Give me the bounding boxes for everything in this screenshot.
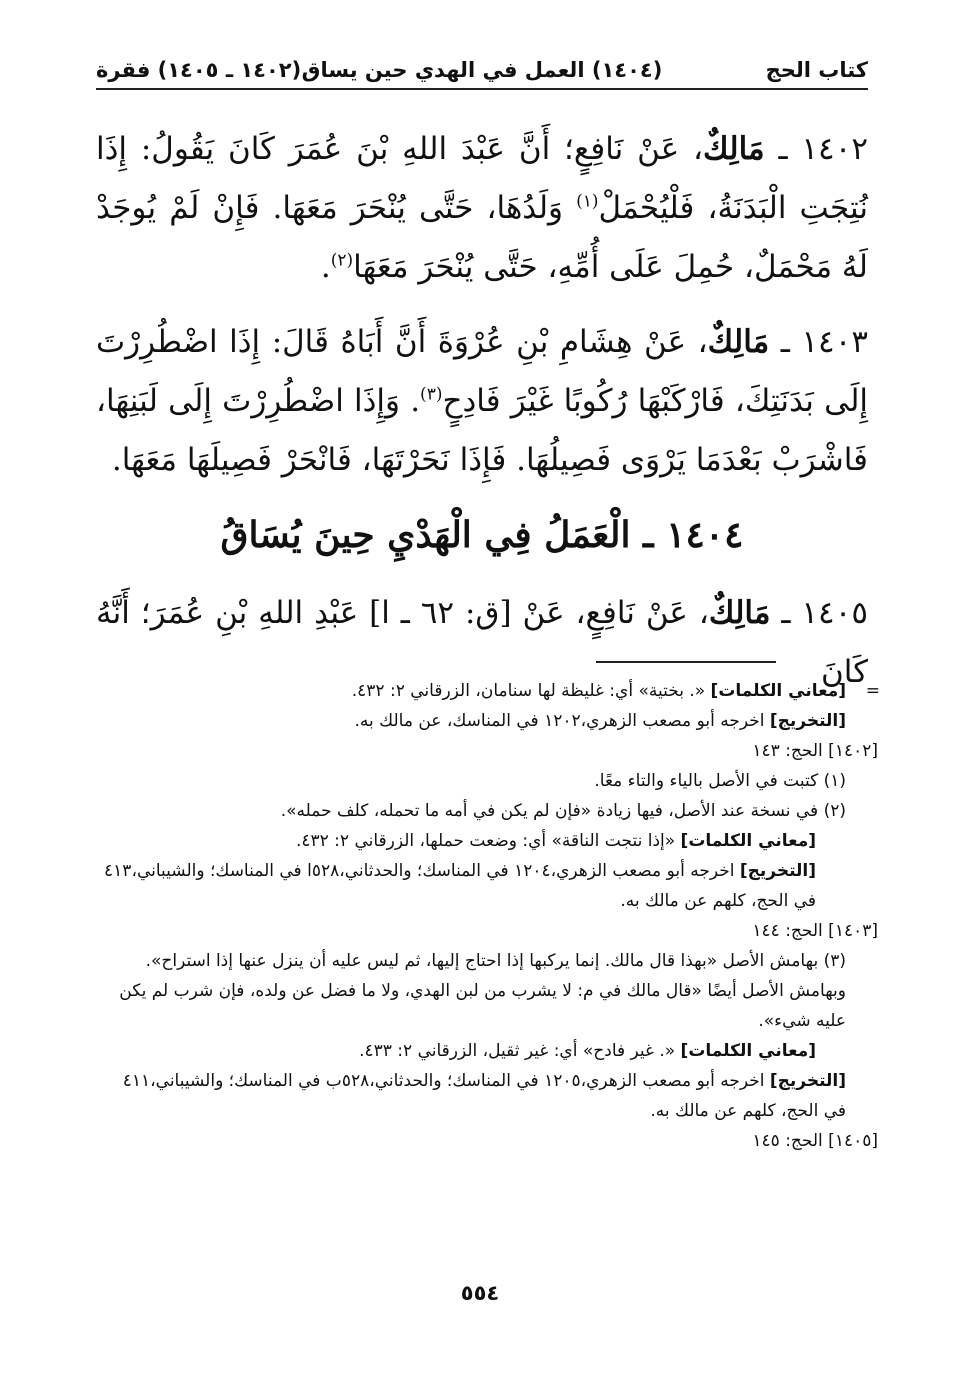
- note-label: [التخريج]: [739, 861, 816, 881]
- header-chapter-title: (١٤٠٤) العمل في الهدي حين يساق: [301, 58, 663, 82]
- note-line: [100, 676, 878, 706]
- note-line: [100, 856, 878, 916]
- note-label: [معاني الكلمات]: [680, 1041, 816, 1061]
- note-label: [معاني الكلمات]: [680, 831, 816, 851]
- running-header: [96, 58, 868, 90]
- header-book-title: كتاب الحج: [765, 58, 868, 82]
- note-line: [100, 706, 878, 736]
- footnote-2: (٢) في نسخة عند الأصل، فيها زيادة «فإن لم يكن في أمه ما تحمله، كلف حمله».: [280, 801, 846, 821]
- note-label: [التخريج]: [769, 1071, 846, 1091]
- hadith-text: ، عَنْ نَافِعٍ، عَنْ [ق: ٦٢ ـ ا] عَبْدِ اللهِ بْنِ عُمَرَ؛ أَنَّهُ كَانَ: [96, 595, 868, 690]
- note-text: «. بختية» أي: غليظة لها سنامان، الزرقاني ٢: ٤٣٢.: [351, 681, 711, 701]
- hadith-text: .: [320, 249, 331, 285]
- footnote-3: (٣) بهامش الأصل «بهذا قال مالك. إنما يركبها إذا احتاج إليها، ثم ليس عليه أن ينزل عنها إذا استراح».: [145, 951, 846, 971]
- hadith-number: ١٤٠٣ ـ: [780, 324, 869, 360]
- note-line: [100, 826, 878, 856]
- note-reference: [١٤٠٥] الحج: ١٤٥: [752, 1131, 878, 1151]
- hadith-text: . وَإِذَا اضْطُرِرْتَ إِلَى لَبَنِهَا، فَاشْرَبْ بَعْدَمَا يَرْوَى فَصِيلُهَا. فَإِذَا نَحَرْتَهَا، فَانْحَرْ فَصِيلَهَا مَعَهَا.: [96, 383, 868, 478]
- note-text: اخرجه أبو مصعب الزهري،١٢٠٤ في المناسك؛ والحدثاني،٥٢٨ا في المناسك؛ والشيباني،٤١٣ في الحج، كلهم عن مالك به.: [104, 861, 816, 911]
- hadith-number: ١٤٠٥ ـ: [781, 595, 869, 631]
- note-text: «. غير فادح» أي: غير ثقيل، الزرقاني ٢: ٤٣٣.: [359, 1041, 681, 1061]
- narrator-name: مَالِكٌ: [703, 131, 765, 167]
- hadith-1402: [96, 120, 868, 297]
- note-label: [التخريج]: [769, 711, 846, 731]
- narrator-name: مَالِكٌ: [707, 324, 770, 360]
- footnote-divider: [596, 661, 776, 663]
- hadith-text: ، عَنْ هِشَامِ بْنِ عُرْوَةَ أَنَّ أَبَاهُ قَالَ: إِذَا اضْطُرِرْتَ إِلَى بَدَنَتِكَ، فَارْكَبْهَا رُكُوبًا غَيْرَ فَادِحٍ: [96, 324, 868, 419]
- note-text: اخرجه أبو مصعب الزهري،١٢٠٥ في المناسك؛ والحدثاني،٥٢٨ب في المناسك؛ والشيباني،٤١١ في الحج، كلهم عن مالك به.: [122, 1071, 846, 1121]
- header-paragraph-range: (١٤٠٢ ـ ١٤٠٥) فقرة: [96, 58, 302, 82]
- hadith-number: ١٤٠٢ ـ: [778, 131, 868, 167]
- hadith-1403: [96, 313, 868, 490]
- main-text: [96, 120, 868, 718]
- note-line: [100, 1036, 878, 1066]
- narrator-name: مَالِكٌ: [708, 595, 771, 631]
- note-text: «إذا نتجت الناقة» أي: وضعت حملها، الزرقاني ٢: ٤٣٢.: [295, 831, 681, 851]
- footnotes: [100, 676, 878, 1156]
- continuation-marker: =: [865, 681, 880, 701]
- footnote-marker[interactable]: (١): [576, 191, 599, 212]
- page-number: ٥٥٤: [460, 1281, 500, 1305]
- footnote-1: (١) كتبت في الأصل بالياء والتاء معًا.: [594, 771, 846, 791]
- note-text: اخرجه أبو مصعب الزهري،١٢٠٢ في المناسك، عن مالك به.: [354, 711, 770, 731]
- section-heading: ١٤٠٤ ـ الْعَمَلُ فِي الْهَدْيِ حِينَ يُسَاقُ: [220, 514, 744, 556]
- footnote-marker[interactable]: (٣): [420, 384, 443, 405]
- hadith-text: وَلَدُهَا، حَتَّى يُنْحَرَ مَعَهَا. فَإِنْ لَمْ يُوجَدْ لَهُ مَحْمَلٌ، حُمِلَ عَلَى أُمِّهِ، حَتَّى يُنْحَرَ مَعَهَا: [96, 190, 868, 285]
- note-line: [100, 1066, 878, 1126]
- footnote-marker[interactable]: (٢): [330, 250, 354, 271]
- hadith-text: ، عَنْ نَافِعٍ؛ أَنَّ عَبْدَ اللهِ بْنَ عُمَرَ كَانَ يَقُولُ: إِذَا نُتِجَتِ الْبَدَنَةُ، فَلْيُحْمَلْ: [96, 131, 868, 226]
- note-label: [معاني الكلمات]: [710, 681, 846, 701]
- note-line: وبهامش الأصل أيضًا «قال مالك في م: لا يشرب من لبن الهدي، ولا ما فضل عن ولده، فإن شرب لم يكن عليه شيء».: [119, 981, 846, 1031]
- note-reference: [١٤٠٣] الحج: ١٤٤: [752, 921, 878, 941]
- note-reference: [١٤٠٢] الحج: ١٤٣: [752, 741, 878, 761]
